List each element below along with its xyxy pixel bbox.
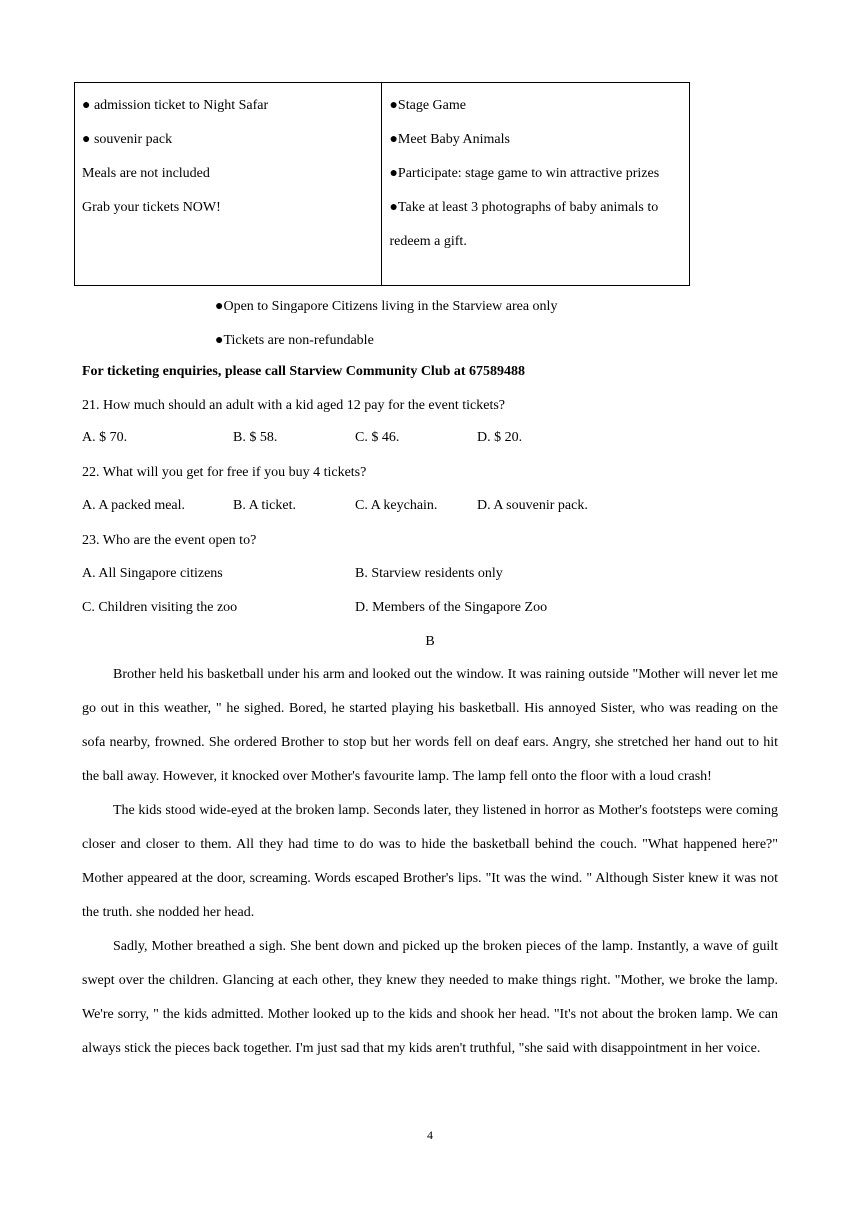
question-options	[82, 557, 722, 591]
option-c: C. A keychain.	[355, 498, 438, 513]
option-c: C. $ 46.	[355, 430, 400, 445]
activity-item: ●Stage Game	[389, 98, 466, 113]
option-d: D. $ 20.	[477, 430, 523, 445]
question-options	[82, 591, 722, 625]
option-b: B. $ 58.	[233, 430, 278, 445]
option-a: A. All Singapore citizens	[82, 566, 223, 581]
option-b: B. A ticket.	[233, 498, 296, 513]
option-b: B. Starview residents only	[355, 566, 503, 581]
ticket-item: ● souvenir pack	[82, 132, 173, 147]
passage-paragraph: Sadly, Mother breathed a sigh. She bent down and picked up the broken pieces of the lamp. Instantly, a wave of guilt swept over the children. Glancing at each other, they knew they needed to make things right. "Mother, we broke the lamp. We're sorry, " the kids admitted. Mother looked up to the kids and shook her head. "It's not about the broken lamp. We can always stick the pieces back together. I'm just sad that my kids aren't truthful, "she said with disappointment in her voice.	[82, 939, 778, 1056]
question-stem: 22. What will you get for free if you buy 4 tickets?	[82, 465, 367, 480]
option-a: A. A packed meal.	[82, 498, 186, 513]
option-c: C. Children visiting the zoo	[82, 600, 238, 615]
question-stem: 23. Who are the event open to?	[82, 533, 257, 548]
ticket-info-table	[74, 82, 690, 286]
activities-cell	[382, 83, 690, 286]
ticket-item: Grab your tickets NOW!	[82, 200, 221, 215]
activity-item: ●Meet Baby Animals	[389, 132, 510, 147]
ticket-item: Meals are not included	[82, 166, 210, 181]
page-number: 4	[427, 1128, 433, 1142]
activity-item: ●Participate: stage game to win attractive prizes	[389, 166, 660, 181]
option-a: A. $ 70.	[82, 430, 128, 445]
question-options	[82, 489, 722, 523]
ticket-item: ● admission ticket to Night Safar	[82, 98, 269, 113]
enquiry-line: For ticketing enquiries, please call Starview Community Club at 67589488	[82, 364, 526, 379]
note-line: ●Open to Singapore Citizens living in the Starview area only	[215, 299, 558, 314]
option-d: D. Members of the Singapore Zoo	[355, 600, 548, 615]
event-notes	[215, 290, 557, 358]
passage-paragraph: Brother held his basketball under his arm and looked out the window. It was raining outside "Mother will never let me go out in this weather, " he sighed. Bored, he started playing his basketball. His annoyed Sister, who was reading on the sofa nearby, frowned. She ordered Brother to stop but her words fell on deaf ears. Angry, she stretched her hand out to hit the ball away. However, it knocked over Mother's favourite lamp. The lamp fell onto the floor with a loud crash!	[82, 667, 778, 784]
question-stem: 21. How much should an adult with a kid aged 12 pay for the event tickets?	[82, 398, 506, 413]
note-line: ●Tickets are non-refundable	[215, 333, 374, 348]
activity-item: ●Take at least 3 photographs of baby animals to redeem a gift.	[389, 200, 659, 249]
ticket-includes-cell	[75, 83, 382, 286]
question-options	[82, 421, 722, 455]
reading-passage	[82, 658, 778, 1066]
section-heading: B	[425, 634, 435, 649]
option-d: D. A souvenir pack.	[477, 498, 588, 513]
passage-paragraph: The kids stood wide-eyed at the broken lamp. Seconds later, they listened in horror as Mother's footsteps were coming closer and closer to them. All they had time to do was to hide the basketball behind the couch. "What happened here?" Mother appeared at the door, screaming. Words escaped Brother's lips. "It was the wind. " Although Sister knew it was not the truth. she nodded her head.	[82, 803, 778, 920]
